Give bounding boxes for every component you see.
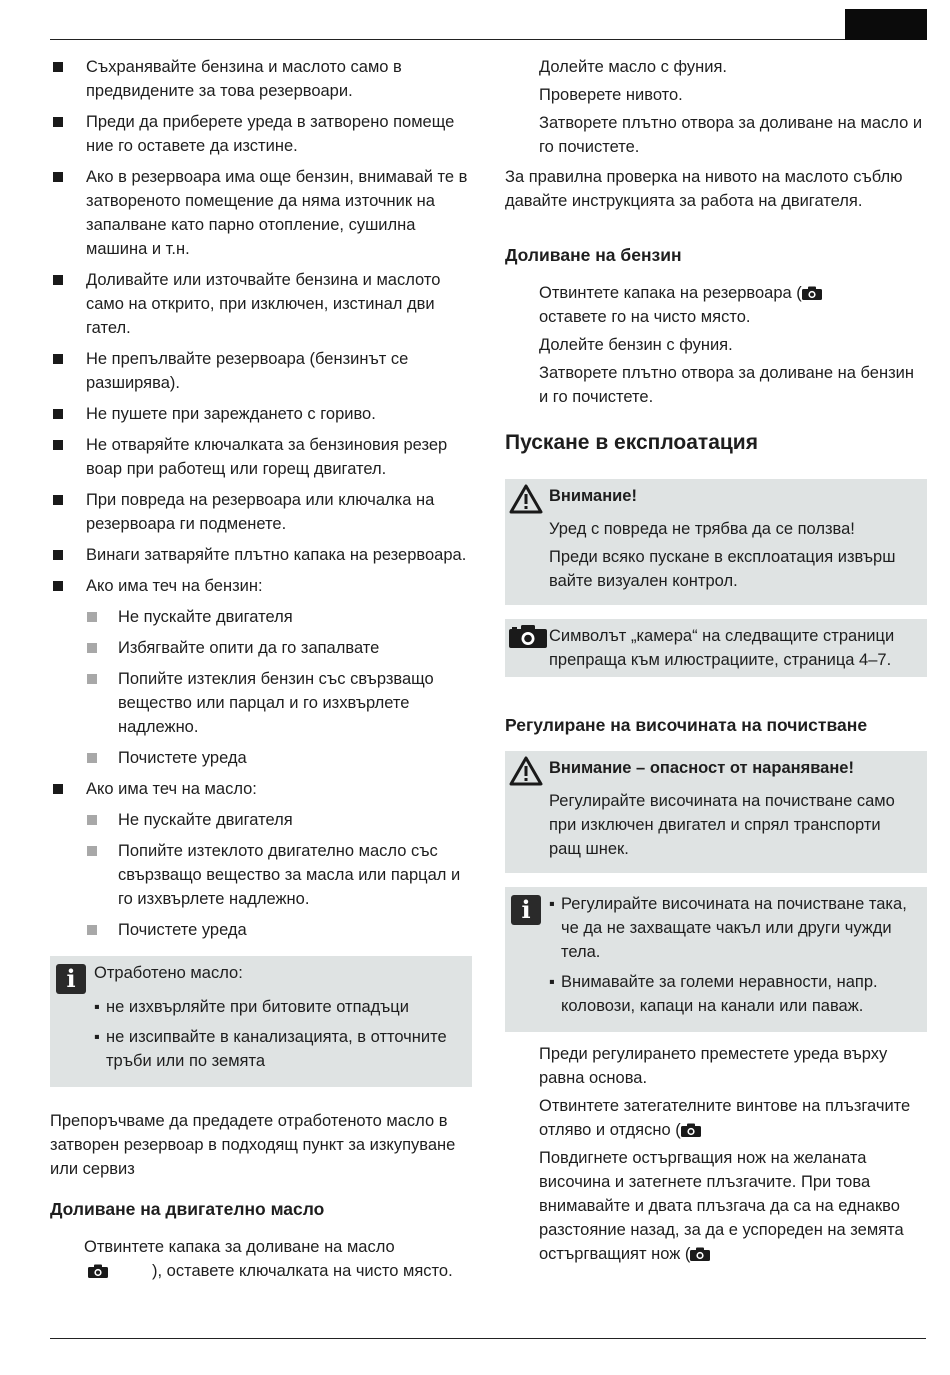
square-bullet-icon <box>53 409 63 419</box>
page-number-tab <box>845 9 927 40</box>
safety-bullet: Не пушете при зареждането с гориво. <box>50 402 472 426</box>
square-bullet-icon <box>53 62 63 72</box>
info-box-title: Отработено масло: <box>94 964 243 982</box>
oil-leak-subitem: Почистете уреда <box>50 918 472 942</box>
info-box-item: ▪ не изхвърляйте при битовите отпадъци <box>94 998 409 1016</box>
height-step-3: Повдигнете остъргващия нож на желаната височина и затегнете плъзгачите. При това внимавайте и двата плъзгача да са на еднакво разстояние назад, за да е успореден на земята остъргващият нож ( <box>539 1149 904 1263</box>
recommendation-paragraph: Препоръчваме да предадете отработеното масло в затворен резервоар в подходящ пункт за изкупуване или сервиз <box>50 1112 456 1178</box>
square-bullet-icon <box>53 550 63 560</box>
warning-line: Преди всяко пускане в експлоатация извърш вайте визуален контрол. <box>549 548 896 590</box>
warning-title: Внимание – опасност от нараняване! <box>549 759 854 777</box>
info-icon: i <box>56 964 86 994</box>
info-icon: i <box>511 895 541 925</box>
height-step-2: Отвинтете затегателните винтове на плъзгачите отляво и отдясно ( <box>539 1097 911 1139</box>
oil-leak-subitem: Попийте изтеклото двигателно масло със свързващо вещество за масла или парцал и го изхвърлете надлежно. <box>50 839 472 911</box>
fuel-leak-subitem: Попийте изтеклия бензин със свързващо вещество или парцал и го изхвърлете надлежно. <box>50 667 472 739</box>
info-box-item: ▪ Регулирайте височината на почистване така, че да не захващате чакъл или други чужди тела. <box>549 895 907 961</box>
grey-square-bullet-icon <box>87 925 97 935</box>
oil-step: Затворете плътно отвора за доливане на масло и го почистете. <box>539 114 923 156</box>
header-rule <box>50 39 926 40</box>
safety-bullet: Винаги затваряйте плътно капака на резервоара. <box>50 543 472 567</box>
right-column <box>505 55 927 1270</box>
warning-title: Внимание! <box>549 487 637 505</box>
height-adjust-heading: Регулиране на височината на почистване <box>505 715 868 735</box>
safety-bullet: При повреда на резервоара или ключалка на резервоара ги подменете. <box>50 488 472 536</box>
safety-bullet: Доливайте или източвайте бензина и маслото само на открито, при изключен, изстинал дви гател. <box>50 268 472 340</box>
camera-icon <box>88 1264 108 1278</box>
oil-leak-subitem: Не пускайте двигателя <box>50 808 472 832</box>
square-bullet-icon <box>53 440 63 450</box>
safety-bullet: Не отваряйте ключалката за бензиновия резер воар при работещ или горещ двигател. <box>50 433 472 481</box>
height-step-1: Преди регулирането преместете уреда върху равна основа. <box>539 1045 888 1087</box>
square-bullet-icon <box>53 354 63 364</box>
camera-icon <box>690 1247 710 1261</box>
oil-refill-heading: Доливане на двигателно масло <box>50 1199 325 1219</box>
square-bullet-icon <box>53 784 63 794</box>
oil-leak-bullet: Ако има теч на масло: <box>50 777 472 801</box>
height-info-box <box>505 887 927 1032</box>
fuel-step-1: Отвинтете капака на резервоара ( оставете го на чисто място. <box>505 281 927 329</box>
oil-step: Долейте масло с фуния. <box>539 58 727 76</box>
fuel-leak-subitem: Избягвайте опити да го запалвате <box>50 636 472 660</box>
safety-bullet: Ако в резервоара има още бензин, внимавай те в затвореното помещение да няма източник на запалване като парно отопление, сушилна машина и т.н. <box>50 165 472 261</box>
oil-check-note: За правилна проверка на нивото на маслото съблю давайте инструкцията за работа на двигателя. <box>505 168 903 210</box>
warning-line: Уред с повреда не трябва да се ползва! <box>549 520 855 538</box>
oil-step-1: Отвинтете капака за доливане на масло ), оставете ключалката на чисто място. <box>84 1238 453 1280</box>
used-oil-info-box <box>50 956 472 1087</box>
left-column <box>50 55 472 1287</box>
fuel-step: Затворете плътно отвора за доливане на бензин и го почистете. <box>539 364 914 406</box>
fuel-leak-subitem: Почистете уреда <box>50 746 472 770</box>
fuel-step: Долейте бензин с фуния. <box>539 336 733 354</box>
grey-square-bullet-icon <box>87 643 97 653</box>
square-bullet-icon <box>53 117 63 127</box>
oil-step: Проверете нивото. <box>539 86 683 104</box>
square-bullet-icon <box>53 172 63 182</box>
warning-triangle-icon <box>509 756 543 786</box>
safety-bullet: Преди да приберете уреда в затворено помеще ние го оставете да изстине. <box>50 110 472 158</box>
warning-text: Регулирайте височината на почистване само при изключен двигател и спрял транспорти ращ шнек. <box>549 792 895 858</box>
fuel-leak-bullet: Ако има теч на бензин: <box>50 574 472 598</box>
camera-icon <box>509 624 547 648</box>
fuel-leak-subitem: Не пускайте двигателя <box>50 605 472 629</box>
info-box-item: ▪ не изсипвайте в канализацията, в отточните тръби или по земята <box>94 1028 447 1070</box>
grey-square-bullet-icon <box>87 674 97 684</box>
grey-square-bullet-icon <box>87 815 97 825</box>
startup-heading: Пускане в експлоатация <box>505 431 758 454</box>
warning-box-injury <box>505 751 927 873</box>
footer-rule <box>50 1338 926 1339</box>
info-box-item: ▪ Внимавайте за големи неравности, напр. коловози, капаци на канали или паваж. <box>549 973 878 1015</box>
square-bullet-icon <box>53 495 63 505</box>
fuel-refill-heading: Доливане на бензин <box>505 245 682 265</box>
safety-bullet: Не препълвайте резервоара (бензинът се разширява). <box>50 347 472 395</box>
grey-square-bullet-icon <box>87 846 97 856</box>
square-bullet-icon <box>53 275 63 285</box>
camera-icon <box>802 286 822 300</box>
grey-square-bullet-icon <box>87 753 97 763</box>
camera-symbol-note: Символът „камера“ на следващите страници препраща към илюстрациите, страница 4–7. <box>505 619 927 677</box>
square-bullet-icon <box>53 581 63 591</box>
warning-box-damage <box>505 479 927 605</box>
safety-bullet: Съхранявайте бензина и маслото само в предвидените за това резервоари. <box>50 55 472 103</box>
camera-icon <box>681 1123 701 1137</box>
warning-triangle-icon <box>509 484 543 514</box>
grey-square-bullet-icon <box>87 612 97 622</box>
